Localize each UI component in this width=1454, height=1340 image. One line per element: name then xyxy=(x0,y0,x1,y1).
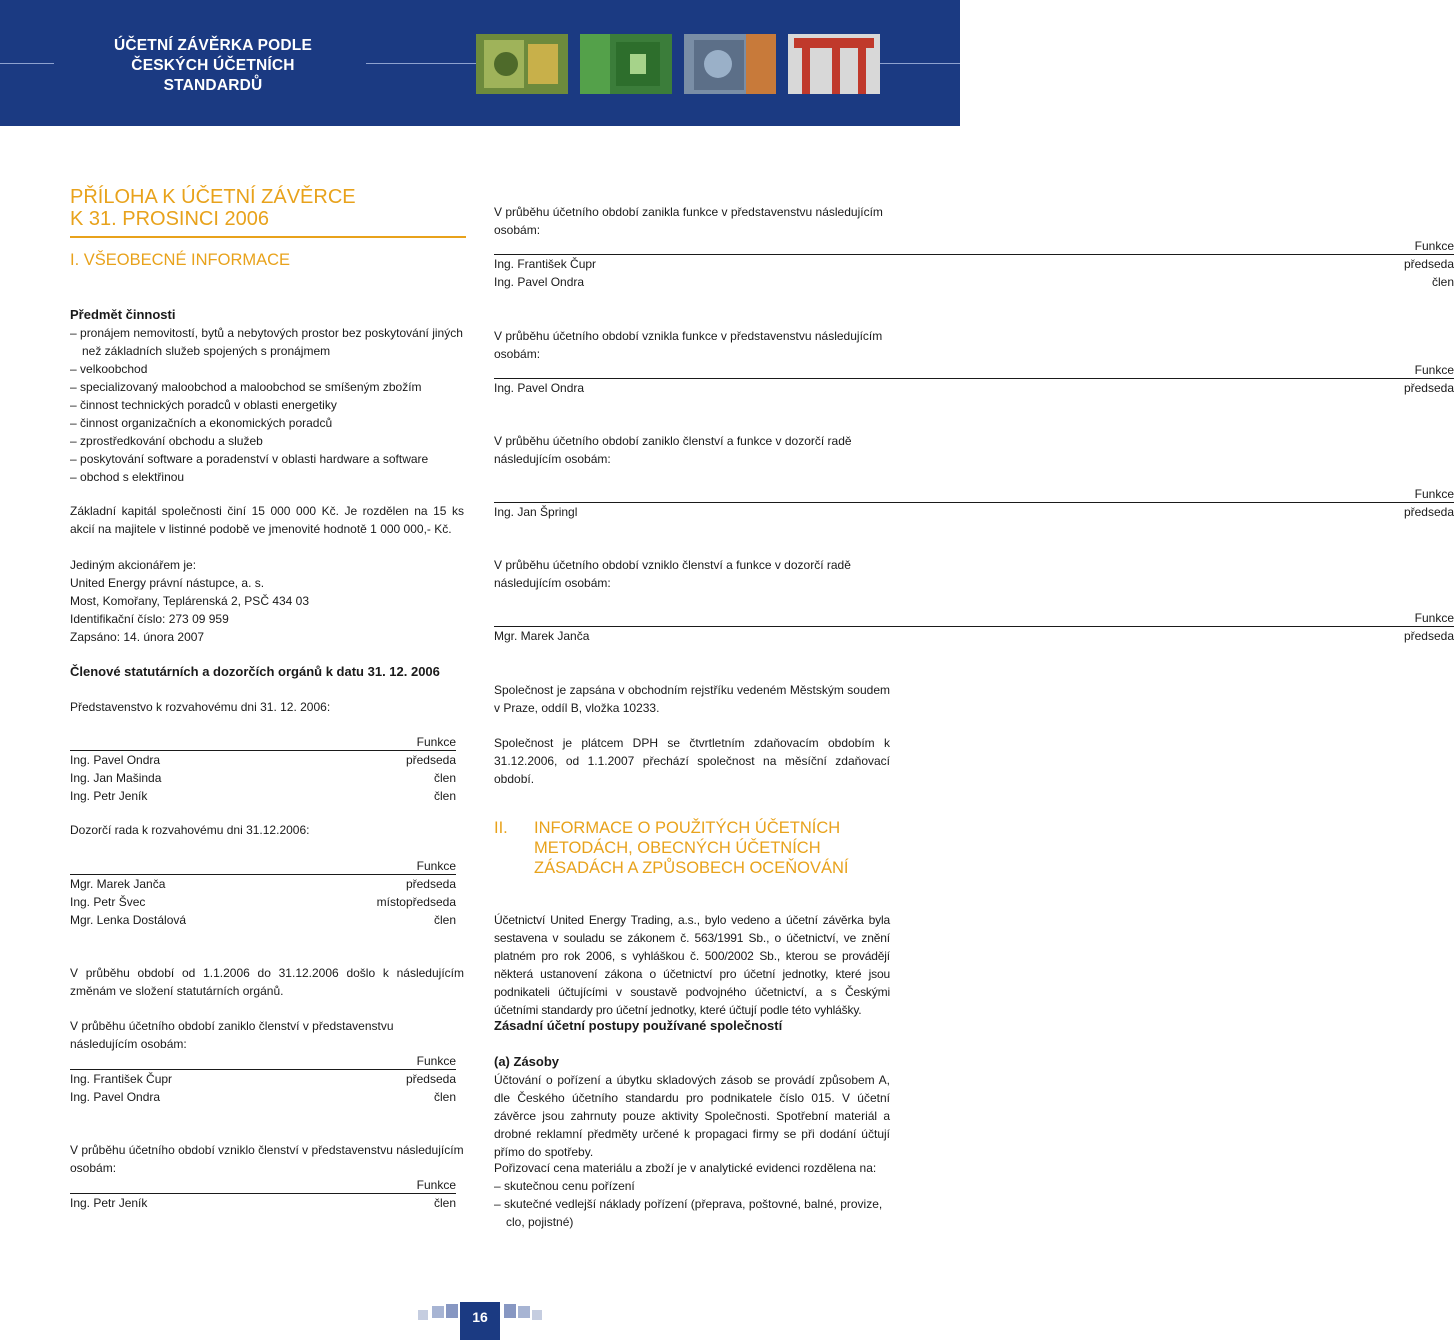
table-row xyxy=(494,503,1454,521)
shareholder-line: Most, Komořany, Teplárenská 2, PSČ 434 03 xyxy=(70,594,310,608)
decor-square xyxy=(446,1304,458,1318)
arose-board-table xyxy=(70,1176,456,1212)
member-role: předseda xyxy=(1403,257,1454,271)
organs-title xyxy=(70,663,464,681)
shareholder-block xyxy=(70,556,464,646)
shareholder-line: Jediným akcionářem je: xyxy=(70,558,197,572)
photo-industrial-3 xyxy=(684,34,776,94)
appendix-title-line2: K 31. PROSINCI 2006 xyxy=(70,208,269,230)
table-row xyxy=(494,627,1454,645)
table-row xyxy=(70,1088,456,1106)
decor-square xyxy=(432,1306,444,1318)
member-name: Ing. Jan Špringl xyxy=(494,505,578,519)
banner-divider-middle xyxy=(366,63,476,64)
list-item: – zprostředkování obchodu a služeb xyxy=(70,432,464,450)
table-row xyxy=(70,893,456,911)
list-item: – specializovaný maloobchod a maloobchod se smíšeným zbožím xyxy=(70,378,464,396)
business-activities-list xyxy=(70,324,464,486)
list-item: – pronájem nemovitostí, bytů a nebytových prostor bez poskytování jiných než základních služeb spojených s pronájmem xyxy=(70,324,464,360)
business-activities-title: Předmět činnosti xyxy=(70,307,176,322)
table-row xyxy=(70,1070,456,1088)
member-name: Ing. Jan Mašinda xyxy=(70,771,162,785)
header-banner xyxy=(0,0,960,126)
member-role: člen xyxy=(1431,275,1454,289)
list-item: – skutečné vedlejší náklady pořízení (přeprava, poštovné, balné, provize, clo, pojistné) xyxy=(494,1195,890,1231)
table-row xyxy=(494,273,1454,291)
appendix-heading xyxy=(70,186,464,270)
table-row xyxy=(70,751,456,769)
list-item: – poskytování software a poradenství v oblasti hardware a software xyxy=(70,450,464,468)
funkce-header: Funkce xyxy=(494,361,1454,379)
list-item: – velkoobchod xyxy=(70,360,464,378)
inventory-text: Účtování o pořízení a úbytku skladových zásob se provádí způsobem A, dle Českého účetního standardu pro podnikatele číslo 015. V účetní závěrce jsou zahrnuty pouze aktivity Společnosti. Spotřební materiál a drobné reklamní předměty určené k propagaci firmy se při dodání účtují přímo do spotřeby. xyxy=(494,1073,890,1159)
principles-title xyxy=(494,1017,890,1035)
section-1-heading: I. VŠEOBECNÉ INFORMACE xyxy=(70,251,291,269)
member-name: Ing. Pavel Ondra xyxy=(494,275,585,289)
ceased-board-table xyxy=(70,1052,456,1106)
table-row xyxy=(70,875,456,893)
member-name: Ing. Pavel Ondra xyxy=(494,381,585,395)
shareholder-line: United Energy právní nástupce, a. s. xyxy=(70,576,265,590)
report-title-line: ČESKÝCH ÚČETNÍCH xyxy=(131,57,295,74)
business-activities xyxy=(70,306,464,486)
board-table xyxy=(70,733,456,805)
registry-text: Společnost je zapsána v obchodním rejstříku vedeném Městským soudem v Praze, oddíl B, vložka 10233. xyxy=(494,683,890,715)
board-title: Představenstvo k rozvahovému dni 31. 12. 2006: xyxy=(70,700,331,714)
member-role: předseda xyxy=(405,877,456,891)
table-row xyxy=(70,1194,456,1212)
banner-divider-right xyxy=(880,63,960,64)
table-row xyxy=(494,379,1454,397)
photo-industrial-2 xyxy=(580,34,672,94)
appendix-title-line1: PŘÍLOHA K ÚČETNÍ ZÁVĚRCE xyxy=(70,186,356,208)
shareholder-line: Zapsáno: 14. února 2007 xyxy=(70,630,205,644)
vat-text: Společnost je plátcem DPH se čtvrtletním zdaňovacím obdobím k 31.12.2006, od 1.1.2007 přechází společnost na měsíční zdaňovací období. xyxy=(494,736,890,786)
funkce-header: Funkce xyxy=(494,485,1454,503)
section-2-heading-row xyxy=(494,818,890,878)
section-2-title-line: METODÁCH, OBECNÝCH ÚČETNÍCH xyxy=(534,839,821,857)
member-name: Ing. Pavel Ondra xyxy=(70,753,161,767)
inventory-heading: (a) Zásoby xyxy=(494,1054,560,1069)
member-role: předseda xyxy=(405,753,456,767)
member-role: místopředseda xyxy=(376,895,456,909)
table-row xyxy=(70,911,456,929)
supervisory-ceased-table xyxy=(494,485,1454,521)
member-role: člen xyxy=(433,789,456,803)
function-ceased-title: V průběhu účetního období zanikla funkce v představenstvu následujícím osobám: xyxy=(494,205,883,237)
funkce-header: Funkce xyxy=(70,1052,456,1070)
table-row xyxy=(494,255,1454,273)
member-name: Ing. František Čupr xyxy=(494,257,597,271)
member-name: Mgr. Marek Janča xyxy=(494,629,590,643)
organs-heading: Členové statutárních a dozorčích orgánů k datu 31. 12. 2006 xyxy=(70,664,440,679)
table-row xyxy=(70,787,456,805)
member-name: Ing. Pavel Ondra xyxy=(70,1090,161,1104)
ceased-board-title: V průběhu účetního období zaniklo členství v představenstvu následujícím osobám: xyxy=(70,1019,394,1051)
decor-square xyxy=(418,1310,428,1320)
funkce-header: Funkce xyxy=(494,237,1454,255)
list-item: – skutečnou cenu pořízení xyxy=(494,1177,890,1195)
decor-square xyxy=(518,1306,530,1318)
list-item: – obchod s elektřinou xyxy=(70,468,464,486)
funkce-header: Funkce xyxy=(70,733,456,751)
member-name: Ing. Petr Švec xyxy=(70,895,146,909)
section-2-number: II. xyxy=(494,819,508,837)
principles-heading: Zásadní účetní postupy používané společností xyxy=(494,1018,783,1033)
funkce-header: Funkce xyxy=(494,609,1454,627)
photo-strip xyxy=(476,34,880,94)
section-2-heading xyxy=(494,818,890,878)
banner-divider-left xyxy=(0,63,54,64)
share-capital-text: Základní kapitál společnosti činí 15 000 000 Kč. Je rozdělen na 15 ks akcií na majitele v listinné podobě ve jmenovité hodnotě 1 000 000,- Kč. xyxy=(70,504,464,536)
member-role: člen xyxy=(433,913,456,927)
heading-underline xyxy=(70,236,466,238)
list-item: – činnost technických poradců v oblasti energetiky xyxy=(70,396,464,414)
supervisory-arose-title: V průběhu účetního období vzniklo členství a funkce v dozorčí radě následujícím osobám: xyxy=(494,558,851,590)
member-role: předseda xyxy=(405,1072,456,1086)
supervisory-table xyxy=(70,857,456,929)
section-2-title-line: ZÁSADÁCH A ZPŮSOBECH OCEŇOVÁNÍ xyxy=(534,859,849,877)
section-2-title xyxy=(534,818,848,878)
inventory-section xyxy=(494,1053,890,1161)
member-role: předseda xyxy=(1403,381,1454,395)
table-row xyxy=(70,769,456,787)
member-name: Mgr. Lenka Dostálová xyxy=(70,913,187,927)
supervisory-board-title: Dozorčí rada k rozvahovému dni 31.12.2006: xyxy=(70,823,310,837)
changes-intro: V průběhu období od 1.1.2006 do 31.12.2006 došlo k následujícím změnám ve složení statutárních orgánů. xyxy=(70,966,464,998)
page-number: 16 xyxy=(460,1302,500,1340)
member-role: předseda xyxy=(1403,505,1454,519)
shareholder-line: Identifikační číslo: 273 09 959 xyxy=(70,612,229,626)
photo-industrial-4 xyxy=(788,34,880,94)
page-footer xyxy=(418,1290,542,1338)
member-name: Mgr. Marek Janča xyxy=(70,877,166,891)
member-name: Ing. Petr Jeník xyxy=(70,789,148,803)
function-arose-title: V průběhu účetního období vznikla funkce v představenstvu následujícím osobám: xyxy=(494,329,883,361)
member-role: člen xyxy=(433,1090,456,1104)
member-name: Ing. Petr Jeník xyxy=(70,1196,148,1210)
function-ceased-table xyxy=(494,237,1454,291)
member-name: Ing. František Čupr xyxy=(70,1072,173,1086)
funkce-header: Funkce xyxy=(70,857,456,875)
report-title-line: ÚČETNÍ ZÁVĚRKA PODLE xyxy=(113,37,313,54)
list-item: – činnost organizačních a ekonomických poradců xyxy=(70,414,464,432)
supervisory-arose-table xyxy=(494,609,1454,645)
arose-board-title: V průběhu účetního období vzniklo členství v představenstvu následujícím osobám: xyxy=(70,1143,464,1175)
member-role: člen xyxy=(433,771,456,785)
function-arose-table xyxy=(494,361,1454,397)
cost-intro: Pořizovací cena materiálu a zboží je v analytické evidenci rozdělena na: xyxy=(494,1161,877,1175)
report-title-line: STANDARDŮ xyxy=(163,77,263,94)
decor-square xyxy=(504,1304,516,1318)
cost-breakdown xyxy=(494,1159,890,1231)
funkce-header: Funkce xyxy=(70,1176,456,1194)
member-role: předseda xyxy=(1403,629,1454,643)
report-title xyxy=(88,36,338,96)
decor-square xyxy=(532,1310,542,1320)
photo-industrial-1 xyxy=(476,34,568,94)
section-2-title-line: INFORMACE O POUŽITÝCH ÚČETNÍCH xyxy=(534,819,841,837)
supervisory-ceased-title: V průběhu účetního období zaniklo členství a funkce v dozorčí radě následujícím osobám: xyxy=(494,434,852,466)
cost-items-list xyxy=(494,1177,890,1231)
member-role: člen xyxy=(433,1196,456,1210)
accounting-basis-text: Účetnictví United Energy Trading, a.s., bylo vedeno a účetní závěrka byla sestavena v souladu se zákonem č. 563/1991 Sb., o účetnictví, ve znění platném pro rok 2006, s vyhláškou č. 500/2002 Sb., kterou se provádějí některá ustanovení zákona o účetnictví pro účetní jednotky, které jsou podnikateli účtujícími v soustavě podvojného účetnictví, a s Českými účetními standardy pro účetní jednotky, které účtují podle této vyhlášky. xyxy=(494,913,890,1017)
